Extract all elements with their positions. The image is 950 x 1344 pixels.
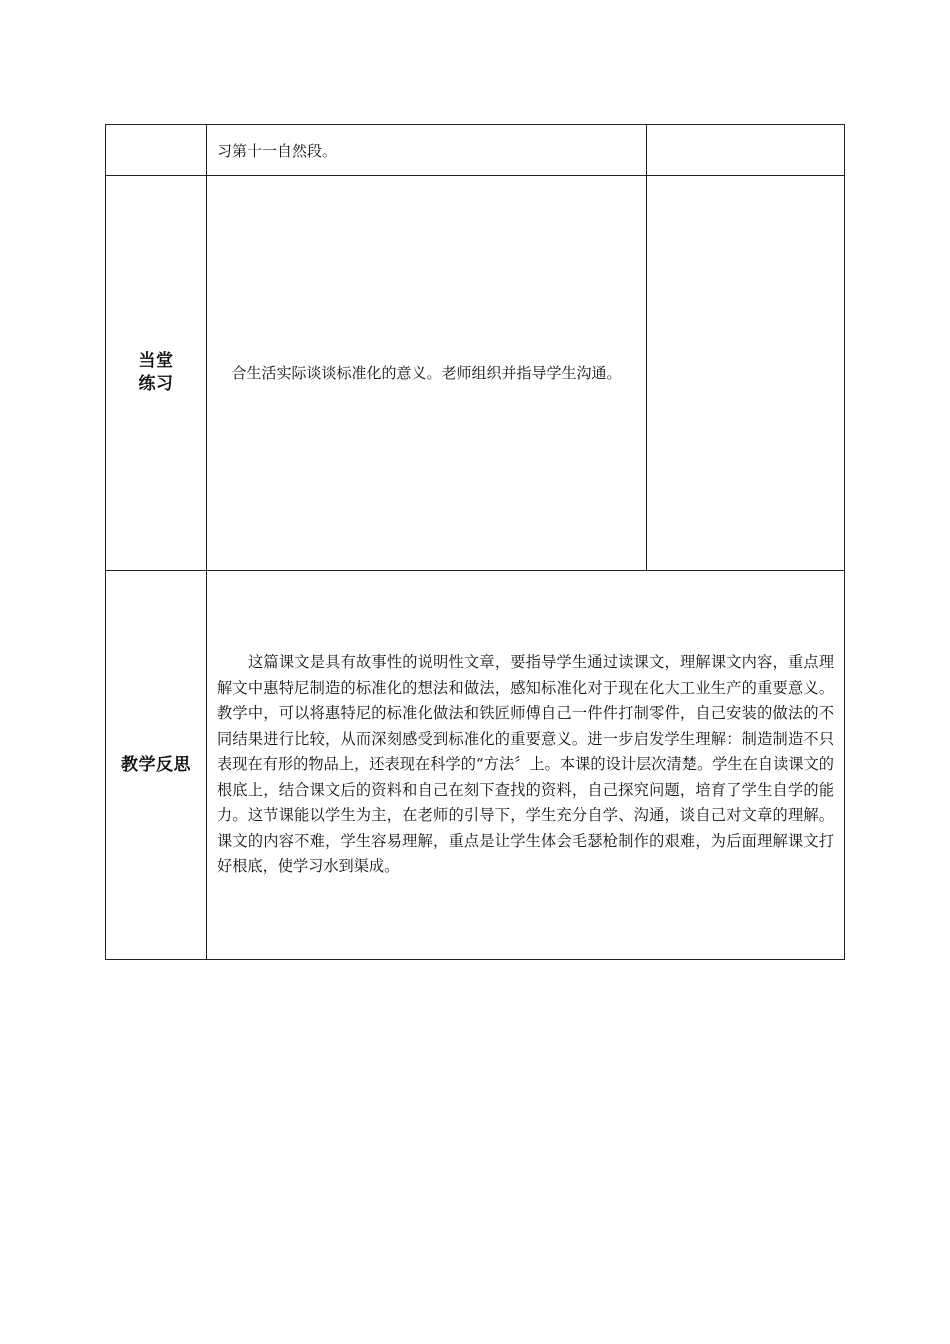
row-label-teaching-reflection: 教学反思 <box>106 571 207 960</box>
table-row <box>106 571 845 960</box>
table-row <box>106 125 845 176</box>
label-line: 当堂 <box>138 351 174 371</box>
row-label-classroom-practice <box>106 176 207 571</box>
content-cell <box>207 176 647 571</box>
table-row <box>106 176 845 571</box>
note-cell <box>647 125 845 176</box>
content-text: 合生活实际谈谈标准化的意义。老师组织并指导学生沟通。 <box>231 364 622 382</box>
content-cell <box>207 125 647 176</box>
label-line: 练习 <box>138 374 174 394</box>
reflection-cell <box>207 571 845 960</box>
reflection-paragraph: 这篇课文是具有故事性的说明性文章，要指导学生通过读课文，理解课文内容，重点理解文中惠特尼制造的标准化的想法和做法，感知标准化对于现在化大工业生产的重要意义。教学中，可以将惠特尼的标准化做法和铁匠师傅自己一件件打制零件，自己安装的做法的不同结果进行比较，从而深刻感受到标准化的重要意义。进一步启发学生理解：制造制造不只表现在有形的物品上，还表现在科学的“方法〞上。本课的设计层次清楚。学生在自读课文的根底上，结合课文后的资料和自己在刻下查找的资料，自己探究问题，培育了学生自学的能力。这节课能以学生为主，在老师的引导下，学生充分自学、沟通，谈自己对文章的理解。课文的内容不难，学生容易理解，重点是让学生体会毛瑟枪制作的艰难，为后面理解课文打好根底，使学习水到渠成。 <box>217 653 834 876</box>
lesson-plan-table <box>105 124 845 960</box>
content-text: 习第十一自然段。 <box>217 142 338 160</box>
row-label-empty <box>106 125 207 176</box>
note-cell <box>647 176 845 571</box>
